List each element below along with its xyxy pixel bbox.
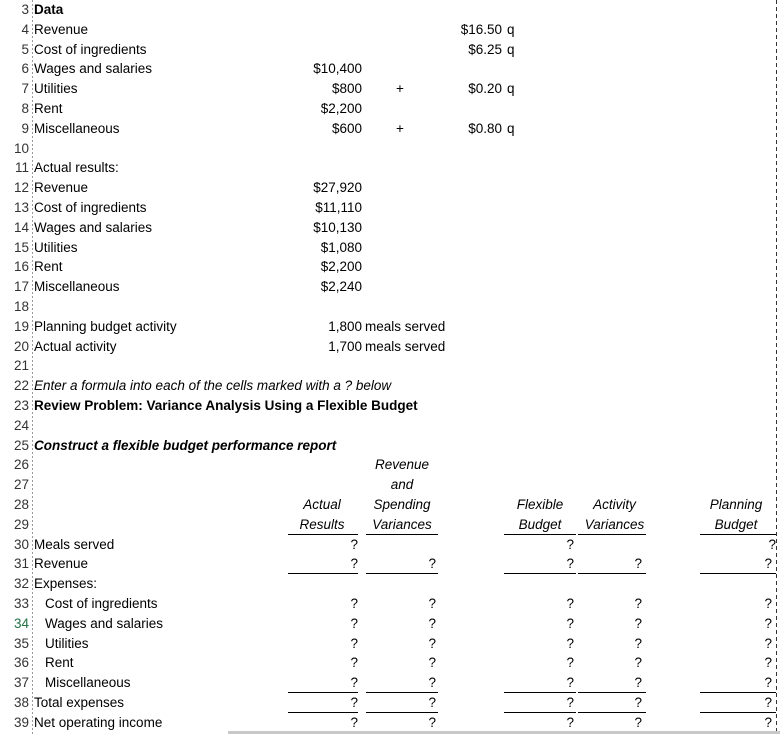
actual-results-cell[interactable]: ? <box>350 556 358 572</box>
row-header-9[interactable]: 9 <box>0 119 32 139</box>
plus-sign[interactable]: + <box>396 81 404 97</box>
fixed-cost[interactable]: $800 <box>331 81 362 97</box>
total-underline-activity <box>578 712 646 713</box>
flexible-budget-cell[interactable]: ? <box>566 635 574 651</box>
unit-q[interactable]: q <box>507 41 515 57</box>
report-row-label[interactable]: Utilities <box>45 635 89 651</box>
row-header-37[interactable]: 37 <box>0 673 32 693</box>
variable-rate[interactable]: $6.25 <box>468 41 502 57</box>
data-label[interactable]: Revenue <box>34 21 89 37</box>
data-title[interactable]: Data <box>34 2 64 17</box>
data-label[interactable]: Wages and salaries <box>34 61 153 77</box>
planning-budget-cell[interactable]: ? <box>764 635 772 651</box>
header-underline-spending <box>366 534 438 535</box>
header-planning[interactable]: Planning <box>709 497 763 512</box>
actual-results-cell[interactable]: ? <box>350 615 358 631</box>
planning-budget-cell[interactable]: ? <box>764 615 772 631</box>
row-header-36[interactable]: 36 <box>0 653 32 673</box>
row-header-16[interactable]: 16 <box>0 257 32 277</box>
activity-variance-cell[interactable]: ? <box>634 596 642 611</box>
planning-activity-unit[interactable]: meals served <box>365 318 446 334</box>
total-underline-actual <box>288 712 358 713</box>
row-header-27[interactable]: 27 <box>0 475 32 495</box>
row-header-3[interactable]: 3 <box>0 0 32 20</box>
variable-rate[interactable] <box>430 59 502 79</box>
row-header-28[interactable]: 28 <box>0 495 32 515</box>
variable-rate[interactable]: $16.50 <box>460 21 502 37</box>
row-header-31[interactable]: 31 <box>0 554 32 574</box>
unit-q[interactable]: q <box>507 81 515 97</box>
actual-label[interactable]: Revenue <box>34 180 89 196</box>
data-label[interactable]: Cost of ingredients <box>34 41 147 57</box>
row-header-39[interactable]: 39 <box>0 713 32 733</box>
spending-variance-cell[interactable]: ? <box>428 655 436 671</box>
instruction-text[interactable]: Enter a formula into each of the cells marked with a ? below <box>34 378 392 394</box>
activity-variance-cell[interactable]: ? <box>634 695 642 710</box>
fixed-cost[interactable]: $2,200 <box>320 101 362 116</box>
planning-budget-cell[interactable]: ? <box>764 655 772 671</box>
actual-label[interactable]: Cost of ingredients <box>34 200 147 215</box>
spending-variance-cell[interactable]: ? <box>428 714 436 730</box>
revenue-underline-actual <box>288 573 358 574</box>
row-header-33[interactable]: 33 <box>0 594 32 614</box>
row-header-30[interactable]: 30 <box>0 535 32 555</box>
page-break-line <box>776 0 777 734</box>
actual-results-cell[interactable]: ? <box>350 675 358 691</box>
actual-results-cell[interactable]: ? <box>350 596 358 611</box>
spending-variance-cell[interactable]: ? <box>428 556 436 572</box>
row-header-34[interactable]: 34 <box>0 614 32 634</box>
actual-label[interactable]: Miscellaneous <box>34 279 120 295</box>
flexible-budget-cell[interactable]: ? <box>566 675 574 691</box>
flexible-budget-cell[interactable]: ? <box>566 556 574 572</box>
planning-activity-value[interactable]: 1,800 <box>328 318 362 334</box>
header-budget[interactable]: Budget <box>518 516 562 532</box>
total-underline-planning <box>700 712 776 713</box>
spending-variance-cell[interactable]: ? <box>428 596 436 611</box>
data-label[interactable]: Miscellaneous <box>34 120 120 136</box>
actual-value[interactable]: $11,110 <box>315 200 362 215</box>
planning-budget-cell[interactable]: ? <box>764 596 772 611</box>
expenses-underline-spending <box>366 692 438 693</box>
header-underline-planning <box>700 534 776 535</box>
activity-variance-cell[interactable]: ? <box>634 635 642 651</box>
expenses-underline-flexible <box>504 692 576 693</box>
row-header-4[interactable]: 4 <box>0 20 32 40</box>
actual-results-cell[interactable]: ? <box>350 635 358 651</box>
report-row-label[interactable]: Net operating income <box>34 714 163 730</box>
planning-budget-cell[interactable]: ? <box>764 714 772 730</box>
planning-budget-cell[interactable]: ? <box>768 536 776 552</box>
review-title[interactable]: Review Problem: Variance Analysis Using a Flexible Budget <box>34 398 418 413</box>
actual-value[interactable]: $10,130 <box>313 219 362 235</box>
row-header-20[interactable]: 20 <box>0 337 32 357</box>
row-header-22[interactable]: 22 <box>0 376 32 396</box>
spending-variance-cell[interactable]: ? <box>428 635 436 651</box>
report-row-label[interactable]: Meals served <box>34 536 115 552</box>
actual-activity-label[interactable]: Actual activity <box>34 338 117 354</box>
report-row-label[interactable]: Cost of ingredients <box>45 596 158 611</box>
planning-budget-cell[interactable]: ? <box>764 675 772 691</box>
spending-variance-cell[interactable]: ? <box>428 675 436 691</box>
fixed-cost[interactable]: $600 <box>331 120 362 136</box>
header-spending[interactable]: Spending <box>373 497 431 512</box>
actual-results-cell[interactable]: ? <box>350 536 358 552</box>
row-header-25[interactable]: 25 <box>0 436 32 456</box>
activity-variance-cell[interactable]: ? <box>634 714 642 730</box>
flexible-budget-cell[interactable]: ? <box>566 695 574 710</box>
actual-activity-value[interactable]: 1,700 <box>328 338 362 354</box>
unit-q[interactable]: q <box>507 21 515 37</box>
spending-variance-cell[interactable]: ? <box>428 695 436 710</box>
header-activity-variances[interactable]: Variances <box>584 516 645 532</box>
activity-variance-cell[interactable]: ? <box>634 556 642 572</box>
revenue-underline-activity <box>578 573 646 574</box>
row-header-8[interactable]: 8 <box>0 99 32 119</box>
row-header-26[interactable]: 26 <box>0 455 32 475</box>
flexible-budget-cell[interactable]: ? <box>566 596 574 611</box>
row-header-7[interactable]: 7 <box>0 79 32 99</box>
plus-sign[interactable] <box>380 20 420 40</box>
variable-rate[interactable]: $0.80 <box>468 120 502 136</box>
planning-budget-cell[interactable]: ? <box>764 695 772 710</box>
actual-label[interactable]: Utilities <box>34 239 78 255</box>
row-header-6[interactable]: 6 <box>0 59 32 79</box>
planning-budget-cell[interactable]: ? <box>764 556 772 572</box>
header-underline-activity <box>578 534 646 535</box>
expenses-underline-planning <box>700 692 776 693</box>
actual-value[interactable]: $1,080 <box>320 239 362 255</box>
data-label[interactable]: Rent <box>34 101 63 116</box>
row-header-29[interactable]: 29 <box>0 515 32 535</box>
revenue-underline-flexible <box>504 573 576 574</box>
row-header-divider <box>32 0 33 734</box>
actual-activity-unit[interactable]: meals served <box>365 338 446 354</box>
report-row-label[interactable]: Wages and salaries <box>45 615 164 631</box>
row-header-23[interactable]: 23 <box>0 396 32 416</box>
header-results[interactable]: Results <box>299 516 345 532</box>
header-revenue[interactable]: Revenue <box>374 457 430 473</box>
row-header-35[interactable]: 35 <box>0 634 32 654</box>
fixed-cost[interactable]: $10,400 <box>313 61 362 77</box>
header-underline-actual <box>288 534 358 535</box>
row-header-13[interactable]: 13 <box>0 198 32 218</box>
total-underline-spending <box>366 712 438 713</box>
header-activity[interactable]: Activity <box>593 497 636 512</box>
activity-variance-cell[interactable]: ? <box>634 655 642 671</box>
activity-variance-cell[interactable]: ? <box>634 615 642 631</box>
report-row-label[interactable]: Expenses: <box>34 576 98 592</box>
plus-sign[interactable] <box>380 40 420 60</box>
actual-label[interactable]: Rent <box>34 259 63 275</box>
total-underline-flexible <box>504 712 576 713</box>
expenses-underline-activity <box>578 692 646 693</box>
header-flexible[interactable]: Flexible <box>516 497 564 512</box>
planning-activity-label[interactable]: Planning budget activity <box>34 318 177 334</box>
data-label[interactable]: Utilities <box>34 81 78 97</box>
row-header-15[interactable]: 15 <box>0 238 32 258</box>
row-header-5[interactable]: 5 <box>0 40 32 60</box>
revenue-underline-planning <box>700 573 776 574</box>
flexible-budget-cell[interactable]: ? <box>566 655 574 671</box>
variable-rate[interactable] <box>430 99 502 119</box>
row-header-24[interactable]: 24 <box>0 416 32 436</box>
spending-variance-cell[interactable]: ? <box>428 615 436 631</box>
header-actual[interactable]: Actual <box>303 497 341 512</box>
expenses-underline-actual <box>288 692 358 693</box>
row-header-32[interactable]: 32 <box>0 574 32 594</box>
activity-variance-cell[interactable]: ? <box>634 675 642 691</box>
row-header-18[interactable]: 18 <box>0 297 32 317</box>
actual-results-cell[interactable]: ? <box>350 655 358 671</box>
actual-value[interactable]: $2,200 <box>320 259 362 275</box>
report-row-label[interactable]: Total expenses <box>34 695 125 710</box>
header-variances[interactable]: Variances <box>372 516 432 532</box>
report-row-label[interactable]: Miscellaneous <box>45 675 131 691</box>
variable-rate[interactable]: $0.20 <box>468 81 502 97</box>
plus-sign[interactable]: + <box>396 120 404 136</box>
flexible-budget-cell[interactable]: ? <box>566 615 574 631</box>
unit-q[interactable]: q <box>507 120 515 136</box>
report-row-label[interactable]: Rent <box>45 655 74 671</box>
row-header-19[interactable]: 19 <box>0 317 32 337</box>
header-and[interactable]: and <box>390 477 414 493</box>
row-header-17[interactable]: 17 <box>0 277 32 297</box>
header-underline-flexible <box>504 534 576 535</box>
actual-label[interactable]: Wages and salaries <box>34 219 153 235</box>
unit-q[interactable] <box>507 59 527 79</box>
revenue-underline-spending <box>366 573 438 574</box>
actual-value[interactable]: $2,240 <box>320 279 362 295</box>
row-header-14[interactable]: 14 <box>0 218 32 238</box>
actual-value[interactable]: $27,920 <box>313 180 362 196</box>
row-header-12[interactable]: 12 <box>0 178 32 198</box>
row-header-38[interactable]: 38 <box>0 693 32 713</box>
unit-q[interactable] <box>507 99 527 119</box>
row-header-21[interactable]: 21 <box>0 356 32 376</box>
actual-results-cell[interactable]: ? <box>350 695 358 710</box>
row-header-10[interactable]: 10 <box>0 139 32 159</box>
report-row-label[interactable]: Revenue <box>34 556 89 572</box>
fixed-cost[interactable] <box>280 20 362 40</box>
actual-results-cell[interactable]: ? <box>350 714 358 730</box>
header-planning-budget[interactable]: Budget <box>714 516 758 532</box>
flexible-budget-cell[interactable]: ? <box>566 536 574 552</box>
fixed-cost[interactable] <box>280 40 362 60</box>
row-header-11[interactable]: 11 <box>0 158 32 178</box>
actual-results-title[interactable]: Actual results: <box>34 160 119 176</box>
plus-sign[interactable] <box>380 99 420 119</box>
report-title[interactable]: Construct a flexible budget performance report <box>34 437 337 453</box>
plus-sign[interactable] <box>380 59 420 79</box>
flexible-budget-cell[interactable]: ? <box>566 714 574 730</box>
